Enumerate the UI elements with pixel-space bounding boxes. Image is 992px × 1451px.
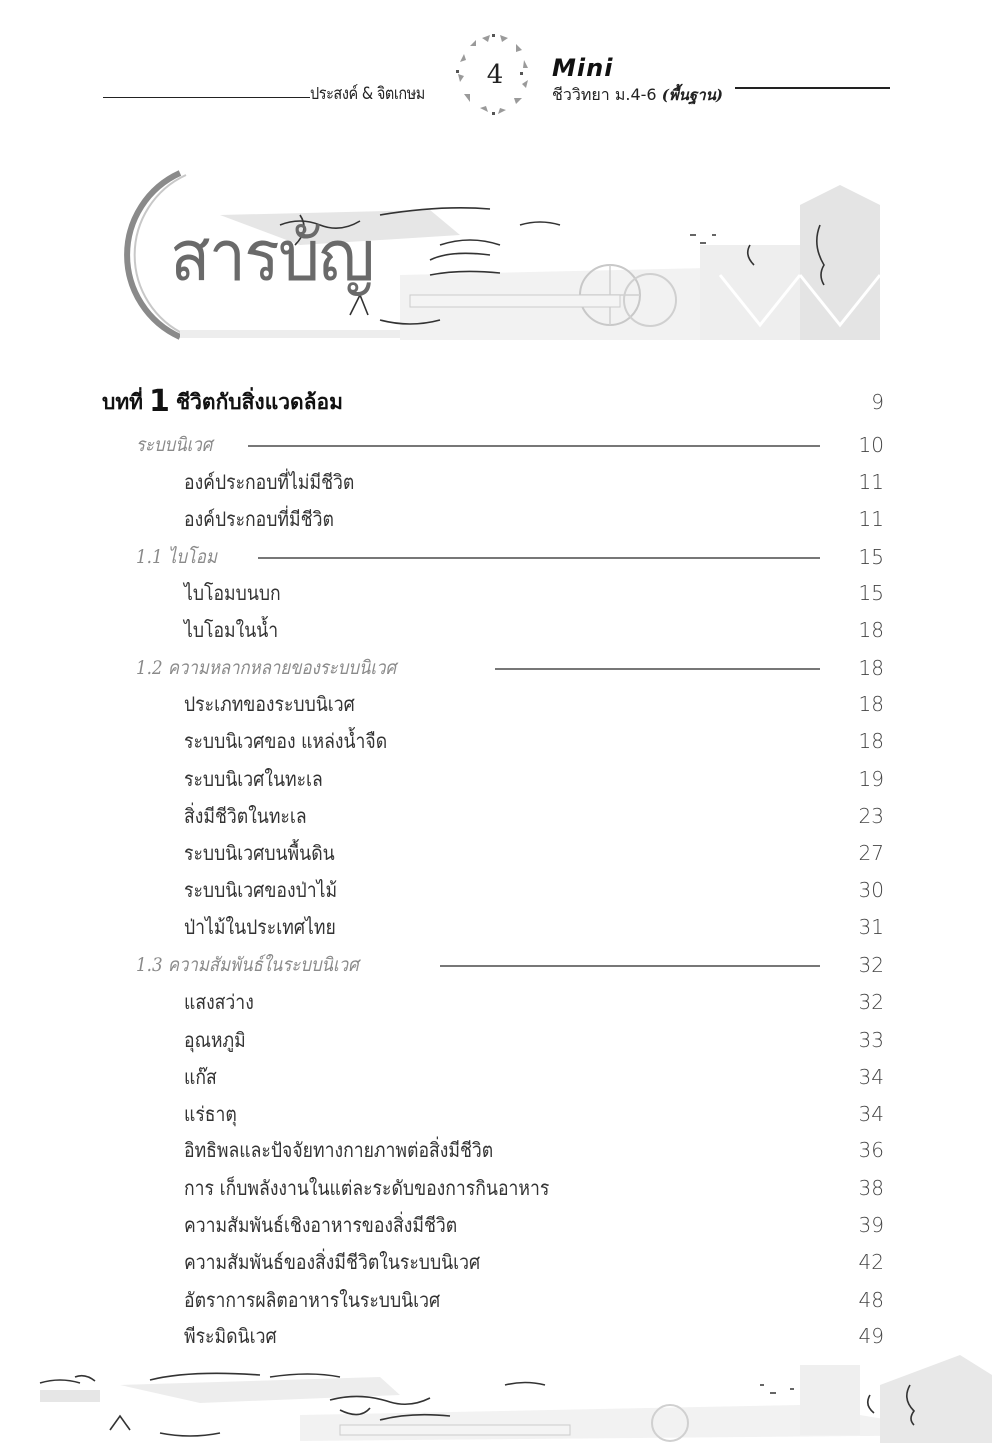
- toc-entry-label: 1.1 ไบโอม: [136, 546, 217, 568]
- toc-entry-page: 36: [858, 1138, 884, 1162]
- toc-item-row[interactable]: [100, 835, 890, 871]
- toc-entry-page: 19: [858, 767, 884, 791]
- leader-rule: [248, 445, 820, 447]
- toc-entry-label: ระบบนิเวศ: [136, 434, 213, 456]
- toc-entry-label: ระบบนิเวศบนพื้นดิน: [184, 841, 335, 865]
- toc-entry-label: สิ่งมีชีวิตในทะเล: [184, 804, 307, 828]
- toc-entry-label: ระบบนิเวศของ แหล่งน้ำจืด: [184, 729, 388, 753]
- toc-item-row[interactable]: [100, 1170, 890, 1206]
- toc-entry-page: 11: [858, 470, 884, 494]
- toc-entry-page: 11: [858, 507, 884, 531]
- toc-entry-label: อุณหภูมิ: [184, 1028, 246, 1052]
- toc-entry-page: 32: [858, 990, 884, 1014]
- toc-section-row[interactable]: [100, 427, 890, 463]
- toc-section-row[interactable]: [100, 539, 890, 575]
- toc-item-row[interactable]: [100, 909, 890, 945]
- toc-entry-page: 39: [858, 1213, 884, 1237]
- toc-entry-page: 38: [858, 1176, 884, 1200]
- toc-entry-page: 18: [858, 656, 884, 680]
- toc-entry-label: 1.3 ความสัมพันธ์ในระบบนิเวศ: [136, 954, 359, 976]
- toc-entry-page: 27: [858, 841, 884, 865]
- toc-item-row[interactable]: [100, 1207, 890, 1243]
- toc-item-row[interactable]: [100, 872, 890, 908]
- page-header: [0, 0, 992, 130]
- toc-entry-page: 23: [858, 804, 884, 828]
- toc-entry-page: 33: [858, 1028, 884, 1052]
- toc-entry-label: 1.2 ความหลากหลายของระบบนิเวศ: [136, 657, 397, 679]
- toc-entry-page: 32: [858, 953, 884, 977]
- toc-entry-label: อิทธิพลและปัจจัยทางกายภาพต่อสิ่งมีชีวิต: [184, 1138, 494, 1162]
- header-subtitle: [552, 83, 723, 108]
- toc-entry-label: ประเภทของระบบนิเวศ: [184, 692, 355, 716]
- chapter-number: 1: [149, 384, 170, 419]
- toc-entry-label: ความสัมพันธ์เชิงอาหารของสิ่งมีชีวิต: [184, 1213, 458, 1237]
- toc-entry-page: 15: [858, 581, 884, 605]
- toc-entry-page: 31: [858, 915, 884, 939]
- leader-rule: [495, 668, 820, 670]
- toc-item-row[interactable]: [100, 761, 890, 797]
- toc-entry-label: อัตราการผลิตอาหารในระบบนิเวศ: [184, 1288, 441, 1312]
- leader-rule: [440, 965, 820, 967]
- toc-item-row[interactable]: [100, 1096, 890, 1132]
- brand-logo: Mini: [552, 54, 614, 82]
- toc-entry-page: 10: [858, 433, 884, 457]
- toc-item-row[interactable]: [100, 1132, 890, 1168]
- subtitle-text: ชีววิทยา ม.4-6: [552, 85, 657, 104]
- header-rule-right: [735, 87, 890, 89]
- toc-item-row[interactable]: [100, 686, 890, 722]
- toc-entry-page: 18: [858, 618, 884, 642]
- toc-entry-label: ระบบนิเวศในทะเล: [184, 767, 323, 791]
- toc-entry-page: 34: [858, 1065, 884, 1089]
- toc-entry-page: 18: [858, 692, 884, 716]
- footer-illustration: [0, 1355, 992, 1447]
- toc-section-row[interactable]: [100, 650, 890, 686]
- toc-item-row[interactable]: [100, 1022, 890, 1058]
- toc-entry-label: ไบโอมบนบก: [184, 581, 281, 605]
- toc-item-row[interactable]: [100, 501, 890, 537]
- toc-entry-page: 15: [858, 545, 884, 569]
- toc-entry-page: 49: [858, 1324, 884, 1348]
- toc-section-row[interactable]: [100, 947, 890, 983]
- chapter-prefix: บทที่: [102, 390, 144, 414]
- toc-entry-label: แสงสว่าง: [184, 990, 254, 1014]
- toc-entry-page: 18: [858, 729, 884, 753]
- chapter-page: 9: [871, 390, 884, 414]
- toc-title: สารบัญ: [170, 215, 374, 297]
- toc-entry-label: พีระมิดนิเวศ: [184, 1324, 277, 1348]
- toc-item-row[interactable]: [100, 612, 890, 648]
- toc-item-row[interactable]: [100, 1059, 890, 1095]
- toc-chapter-row[interactable]: [100, 384, 890, 420]
- header-authors: ประสงค์ & จิตเกษม: [310, 84, 425, 104]
- toc-entry-label: แร่ธาตุ: [184, 1102, 237, 1126]
- chapter-label: [102, 384, 343, 420]
- page-number-badge: [452, 32, 538, 118]
- page-number: 4: [486, 60, 504, 90]
- landscape-footer-icon: [0, 1355, 992, 1447]
- toc-entry-page: 34: [858, 1102, 884, 1126]
- header-rule-left: [103, 97, 310, 98]
- toc-entry-label: องค์ประกอบที่ไม่มีชีวิต: [184, 470, 355, 494]
- toc-item-row[interactable]: [100, 1318, 890, 1354]
- toc-item-row[interactable]: [100, 723, 890, 759]
- toc-entry-label: แก๊ส: [184, 1065, 217, 1089]
- toc-item-row[interactable]: [100, 984, 890, 1020]
- toc-entry-page: 48: [858, 1288, 884, 1312]
- toc-entry-label: ไบโอมในน้ำ: [184, 618, 279, 642]
- toc-item-row[interactable]: [100, 1282, 890, 1318]
- toc-item-row[interactable]: [100, 798, 890, 834]
- toc-banner: [100, 165, 890, 345]
- toc-entry-label: ป่าไม้ในประเทศไทย: [184, 915, 336, 939]
- leader-rule: [258, 557, 820, 559]
- toc-item-row[interactable]: [100, 464, 890, 500]
- toc-item-row[interactable]: [100, 1244, 890, 1280]
- toc-entry-label: การ เก็บพลังงานในแต่ละระดับของการกินอาหาร: [184, 1176, 550, 1200]
- toc-entry-page: 42: [858, 1250, 884, 1274]
- toc-entry-label: องค์ประกอบที่มีชีวิต: [184, 507, 334, 531]
- toc-item-row[interactable]: [100, 575, 890, 611]
- toc-entry-page: 30: [858, 878, 884, 902]
- toc-entry-label: ความสัมพันธ์ของสิ่งมีชีวิตในระบบนิเวศ: [184, 1250, 481, 1274]
- toc-entry-label: ระบบนิเวศของป่าไม้: [184, 878, 338, 902]
- subtitle-paren: (พื้นฐาน): [661, 86, 723, 104]
- chapter-title: ชีวิตกับสิ่งแวดล้อม: [175, 390, 343, 414]
